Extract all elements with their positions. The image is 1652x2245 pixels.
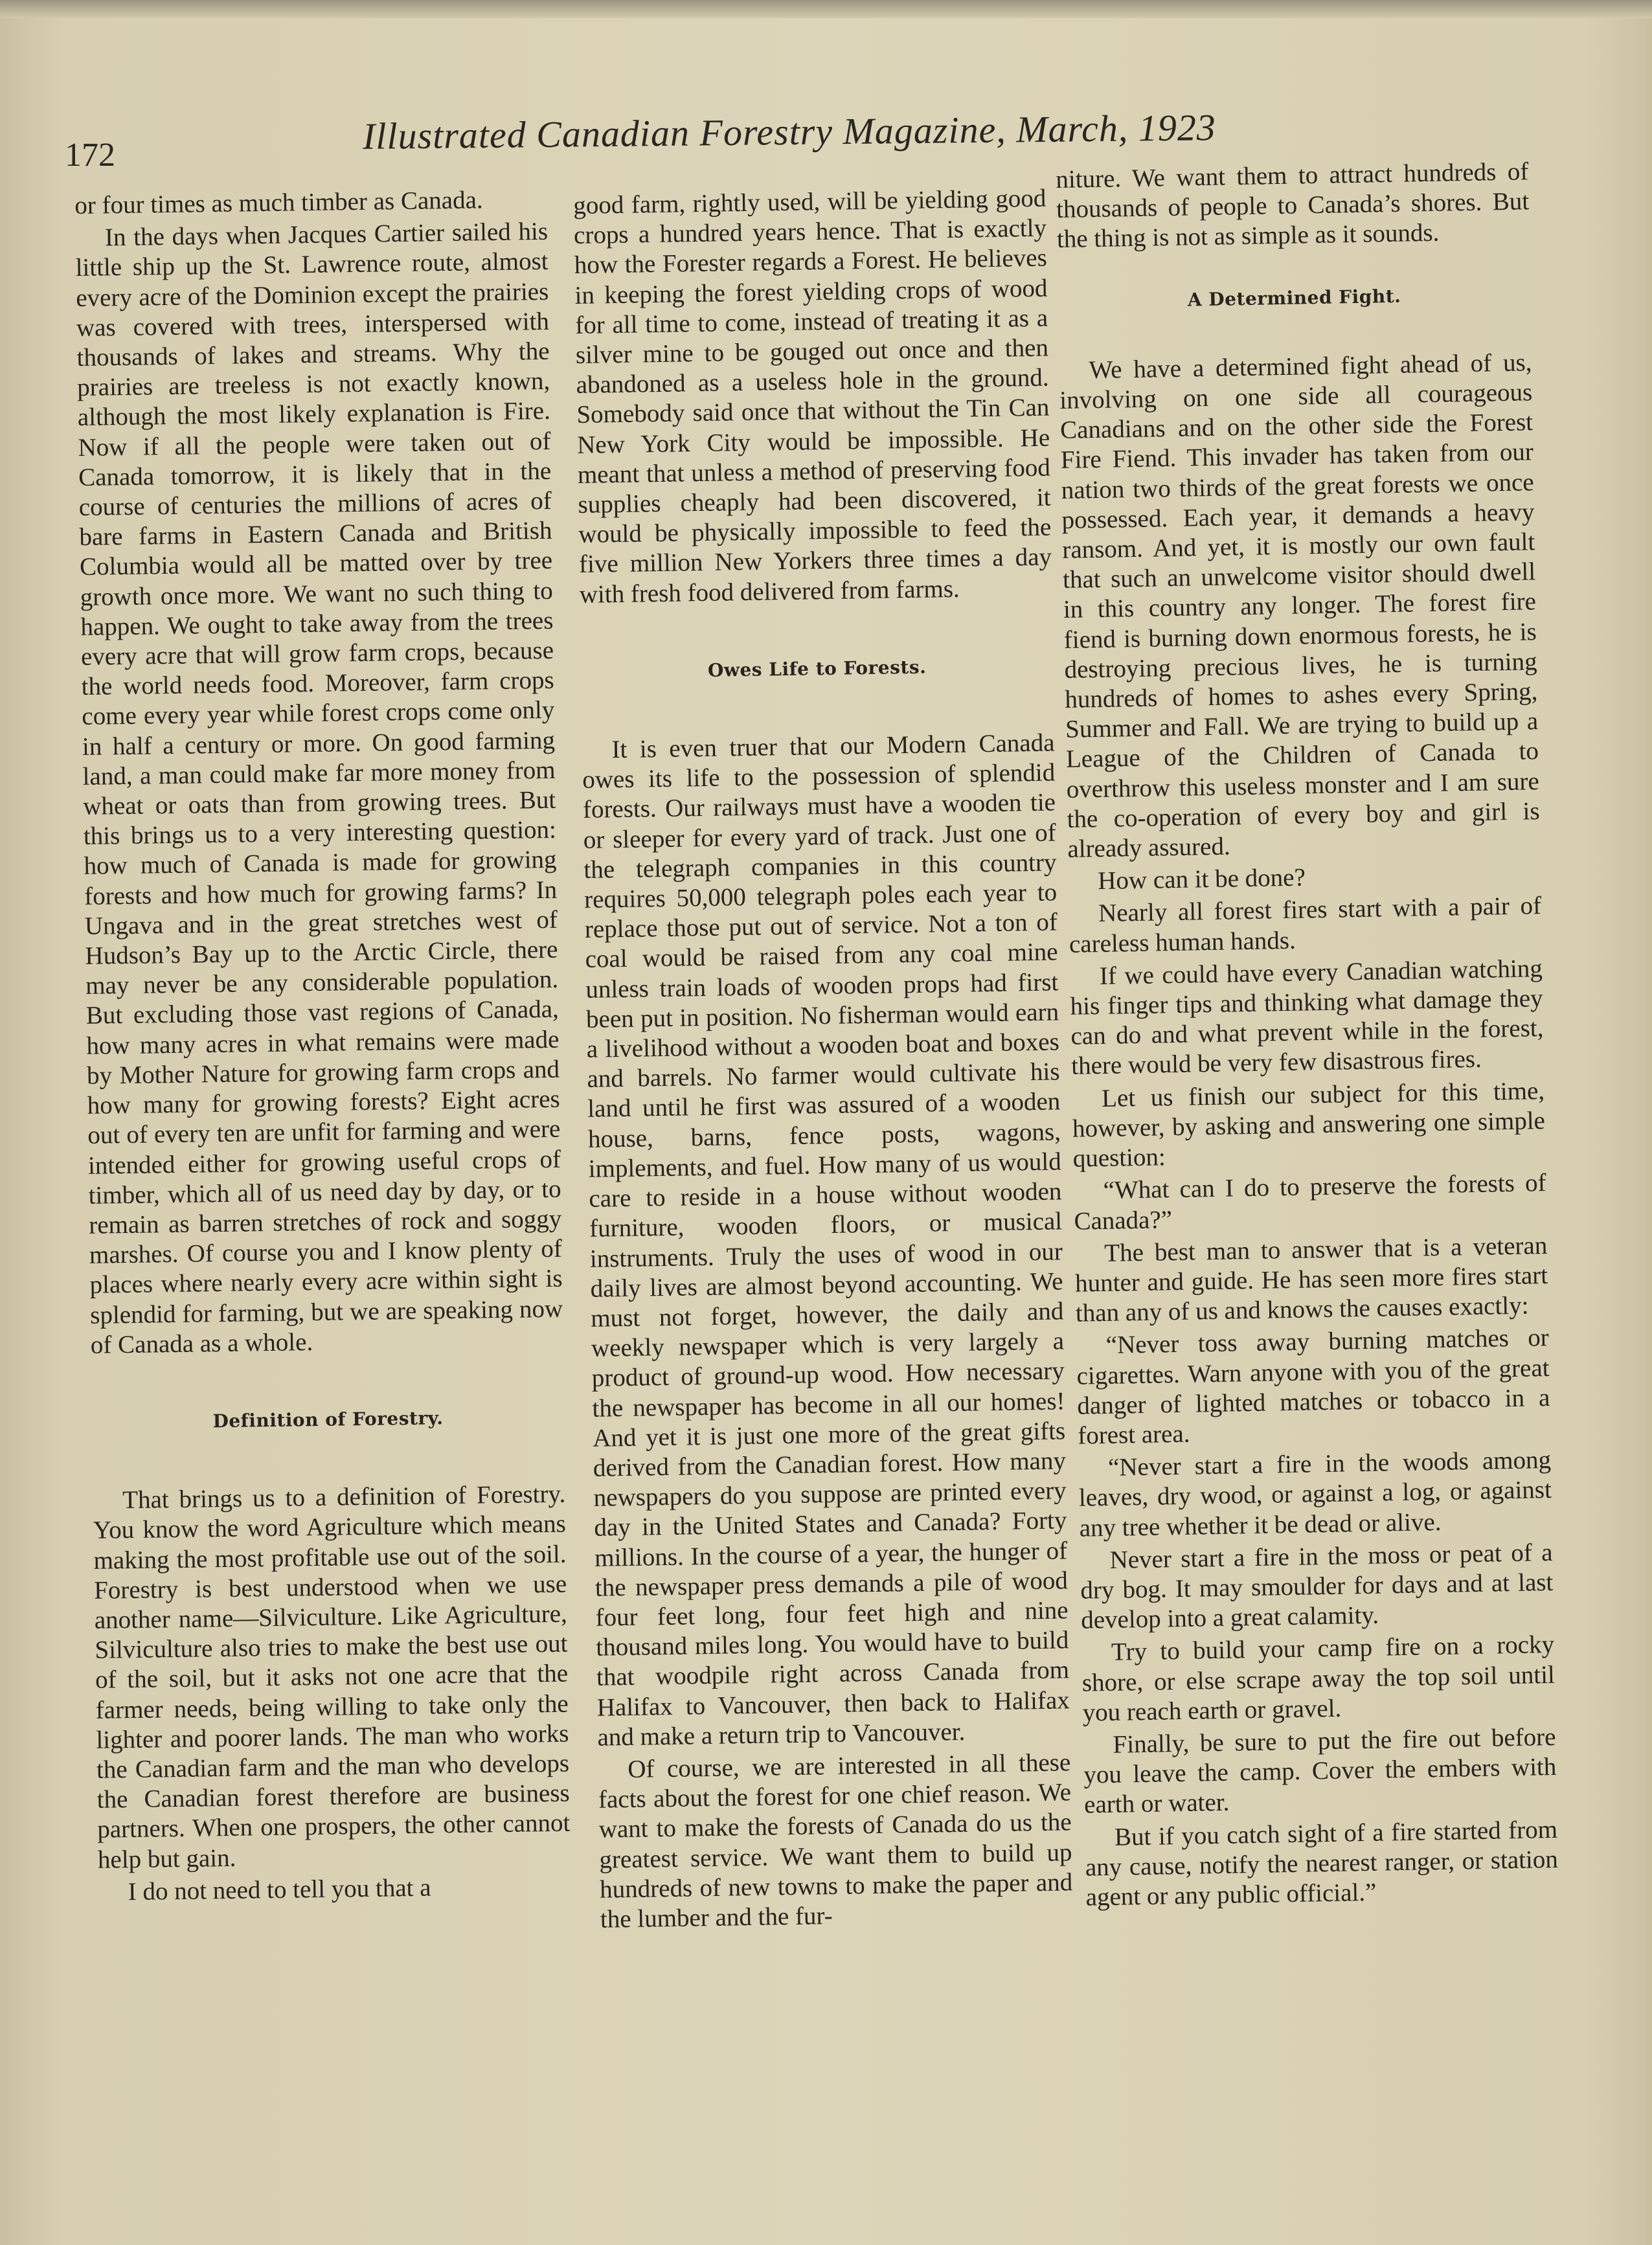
section-heading-a-determined-fight: A Determined Fight. — [1187, 285, 1401, 311]
quote-paragraph: Try to build your camp fire on a rocky shore, or else scrape away the top soil until you reach earth or gravel. — [1081, 1630, 1556, 1727]
quote-paragraph: “Never start a fire in the woods among leaves, dry wood, or against a log, or against any tree whether it be dead or alive. — [1078, 1446, 1552, 1542]
running-title: Illustrated Canadian Forestry Magazine, March, 1923 — [362, 106, 1217, 157]
page-top-edge — [0, 0, 1652, 18]
paragraph: We have a determined fight ahead of us, involving on one side all courageous Canadians and on the other side the Forest Fire Fiend. This invader has taken from our nation two thirds of the great forests we once possessed. Each year, it demands a heavy ransom. And yet, it is mostly our own fault that such an unwelcome visitor should dwell in this country any longer. The forest fire fiend is burning down enormous forests, he is destroying precious lives, he is turning hundreds of homes to ashes every Spring, Summer and Fall. We are trying to build up a League of the Children of Canada to overthrow this useless monster and I am sure the co-operation of every boy and girl is already assured. — [1059, 348, 1540, 863]
section-heading-owes-life-to-forests: Owes Life to Forests. — [707, 656, 927, 681]
paragraph: Let us finish our subject for this time, however, by asking and answering one simple question: — [1072, 1076, 1546, 1173]
quote-paragraph: “Never toss away burning matches or cigarettes. Warn anyone with you of the great danger of lighted matches or tobacco in a forest area. — [1076, 1324, 1550, 1450]
paragraph: That brings us to a definition of Forestry. You know the word Agriculture which means making the most profitable use out of the soil. Forestry is best understood when we use another name—Silviculture. Like Agriculture, Silviculture also tries to make the best use out of the soil, but it asks not one acre that the farmer needs, being willing to take only the lighter and poorer lands. The man who works the Canadian farm and the man who develops the Canadian forest therefore are business partners. When one prospers, the other cannot help but gain. — [93, 1480, 571, 1874]
column-2 — [573, 184, 1073, 1935]
paragraph: The best man to answer that is a veteran hunter and guide. He has seen more fires start than any of us and knows the causes exactly: — [1074, 1231, 1548, 1327]
quote-paragraph: Finally, be sure to put the fire out before you leave the camp. Cover the embers with earth or water. — [1083, 1722, 1557, 1819]
paragraph: or four times as much timber as Canada. — [74, 186, 483, 220]
paragraph: It is even truer that our Modern Canada owes its life to the possession of splendid forests. Our railways must have a wooden tie or sleeper for every yard of track. Just one of the telegraph companies in this country requires 50,000 telegraph poles each year to replace those put out of service. Not a ton of coal would be raised from any coal mine unless train loads of wooden props had first been put in position. No fisherman would earn a livelihood without a wooden boat and boxes and barrels. No farmer would cultivate his land until he first was assured of a wooden house, barns, fence posts, wagons, implements, and fuel. How many of us would care to reside in a house without wooden furniture, wooden floors, or musical instruments. Truly the uses of wood in our daily lives are almost beyond accounting. We must not forget, however, the daily and weekly newspaper which is very largely a product of ground-up wood. How necessary the newspaper has become in all our homes! And yet it is just one more of the great gifts derived from the Canadian forest. How many newspapers do you suppose are printed every day in the United States and Canada? Forty millions. In the course of a year, the hunger of the newspaper press demands a pile of wood four feet long, four feet high and nine thousand miles long. You would have to build that woodpile right across Canada from Halifax to Vancouver, then back to Halifax and make a return trip to Vancouver. — [582, 728, 1070, 1752]
paragraph: Of course, we are interested in all these facts about the forest for one chief reason. We want to make the forests of Canada do us the greatest service. We want them to build up hundreds of new towns to make the paper and the lumber and the fur- — [598, 1748, 1073, 1934]
column-3 — [1056, 157, 1559, 1913]
column-1 — [74, 185, 571, 1908]
paragraph: Nearly all forest fires start with a pair of careless human hands. — [1069, 892, 1542, 958]
paragraph: How can it be done? — [1097, 863, 1306, 896]
quote-paragraph: Never start a fire in the moss or peat of a dry bog. It may smoulder for days and at last develop into a great calamity. — [1080, 1538, 1554, 1634]
paragraph: good farm, rightly used, will be yielding good crops a hundred years hence. That is exactly how the Forester regards a Forest. He believes in keeping the forest yielding crops of wood for all time to come, instead of treating it as a silver mine to be gouged out once and then abandoned as a useless hole in the ground. Somebody said once that without the Tin Can New York City would be impossible. He meant that unless a method of preserving food supplies cheaply had been discovered, it would be physically impossible to feed the five million New Yorkers three times a day with fresh food delivered from farms. — [573, 184, 1052, 609]
quote-paragraph: “What can I do to preserve the forests of Canada?” — [1074, 1169, 1546, 1235]
quote-paragraph: But if you catch sight of a fire started from any cause, notify the nearest ranger, or station agent or any public official.” — [1085, 1815, 1559, 1912]
paragraph: If we could have every Canadian watching his finger tips and thinking what damage they can do and what prevent while in the forest, there would be very few disastrous fires. — [1070, 954, 1544, 1081]
section-heading-definition-of-forestry: Definition of Forestry. — [212, 1407, 444, 1432]
paragraph: niture. We want them to attract hundreds of thousands of people to Canada’s shores. But the thing is not as simple as it sounds. — [1056, 157, 1530, 254]
page-number: 172 — [65, 137, 115, 174]
paragraph: I do not need to tell you that a — [128, 1873, 431, 1906]
paragraph: In the days when Jacques Cartier sailed his little ship up the St. Lawrence route, almost every acre of the Dominion except the prairies was covered with trees, interspersed with thousands of lakes and streams. Why the prairies are treeless is not exactly known, although the most likely explanation is Fire. Now if all the people were taken out of Canada tomorrow, it is likely that in the course of centuries the millions of acres of bare farms in Eastern Canada and British Columbia would all be matted over by tree growth once more. We want no such thing to happen. We ought to take away from the trees every acre that will grow farm crops, because the world needs food. Moreover, farm crops come every year while forest crops come only in half a century or more. On good farming land, a man could make far more money from wheat or oats than from growing trees. But this brings us to a very interesting question: how much of Canada is made for growing forests and how much for growing farms? In Ungava and in the great stretches west of Hudson’s Bay up to the Arctic Circle, there may never be any considerable population. But excluding those vast regions of Canada, how many acres in what remains were made by Mother Nature for growing farm crops and how many for growing forests? Eight acres out of every ten are unfit for farming and were intended either for growing useful crops of timber, which all of us need day by day, or to remain as barren stretches of rock and soggy marshes. Of course you and I know plenty of places where nearly every acre within sight is splendid for farming, but we are speaking now of Canada as a whole. — [75, 218, 563, 1359]
